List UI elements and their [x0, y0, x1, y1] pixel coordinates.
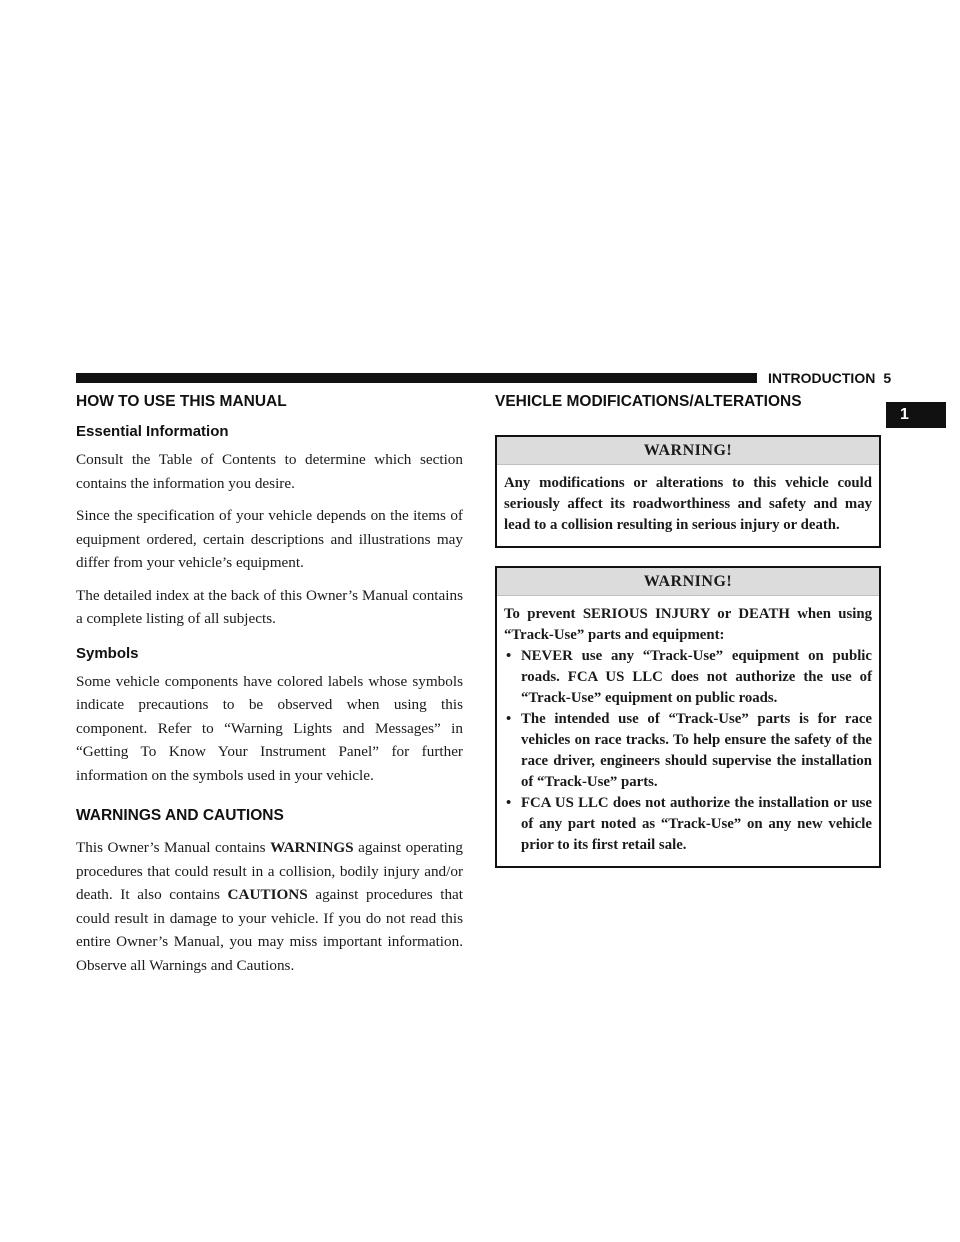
warning-title: WARNING! — [497, 568, 879, 596]
bullet-text: FCA US LLC does not authorize the installation or use of any part noted as “Track-Use” on any new vehicle prior to its first retail sale. — [521, 795, 872, 853]
text-run: against procedures that could result in damage to your vehicle. If you do not read this entire Owner’s Manual, you may miss important information. Observe all Warnings and Cautions. — [76, 886, 463, 974]
warning-body — [497, 465, 879, 546]
right-column — [495, 392, 881, 886]
bullet-text: The intended use of “Track-Use” parts is for race vehicles on race tracks. To help ensure the safety of the race driver, engineers should supervise the installation of “Track-Use” parts. — [521, 711, 872, 790]
warning-box-modifications — [495, 435, 881, 548]
heading-how-to-use: HOW TO USE THIS MANUAL — [76, 393, 287, 410]
paragraph-symbols: Some vehicle components have colored labels whose symbols indicate precautions to be observed when using this component. Refer to “Warning Lights and Messages” in “Getting To Know Your Instrument Panel” for further information on the symbols used in your vehicle. — [76, 672, 463, 784]
header-rule — [76, 373, 757, 383]
bullet-icon: • — [506, 711, 512, 727]
bullet-text: NEVER use any “Track-Use” equipment on public roads. FCA US LLC does not authorize the use of “Track-Use” equipment on public roads. — [521, 648, 872, 706]
heading-symbols: Symbols — [76, 644, 139, 662]
text-run-bold: CAUTIONS — [227, 886, 308, 903]
section-title: INTRODUCTION — [768, 370, 876, 386]
heading-warnings-cautions: WARNINGS AND CAUTIONS — [76, 807, 284, 824]
heading-essential-information: Essential Information — [76, 423, 229, 440]
page-number: 5 — [883, 370, 892, 386]
bullet-icon: • — [506, 648, 512, 664]
paragraph-essential-3: The detailed index at the back of this Owner’s Manual contains a complete listing of all subjects. — [76, 586, 463, 627]
warning-title: WARNING! — [497, 437, 879, 465]
paragraph-warnings — [76, 836, 463, 977]
text-run-bold: WARNINGS — [270, 839, 354, 856]
running-header — [768, 370, 892, 386]
left-column — [76, 392, 463, 986]
warning-intro: To prevent SERIOUS INJURY or DEATH when using “Track-Use” parts and equipment: — [504, 606, 872, 643]
text-run: This Owner’s Manual contains — [76, 839, 271, 856]
warning-body — [497, 596, 879, 866]
warning-bullet-list — [504, 646, 872, 856]
warning-bullet — [504, 709, 872, 793]
warning-bullet — [504, 793, 872, 856]
warning-text: Any modifications or alterations to this vehicle could seriously affect its roadworthiness and safety and may lead to a collision resulting in serious injury or death. — [504, 475, 872, 533]
paragraph-essential-1: Consult the Table of Contents to determine which section contains the information you desire. — [76, 451, 463, 492]
warning-bullet — [504, 646, 872, 709]
bullet-icon: • — [506, 795, 512, 811]
warning-box-track-use — [495, 566, 881, 868]
chapter-tab[interactable]: 1 — [886, 402, 946, 428]
paragraph-essential-2: Since the specification of your vehicle depends on the items of equipment ordered, certain descriptions and illustrations may differ from your vehicle’s equipment. — [76, 507, 463, 571]
heading-vehicle-modifications: VEHICLE MODIFICATIONS/ALTERATIONS — [495, 393, 802, 410]
text-run: against operating procedures that could result in a collision, bodily injury and/or death. It also contains — [76, 839, 463, 903]
